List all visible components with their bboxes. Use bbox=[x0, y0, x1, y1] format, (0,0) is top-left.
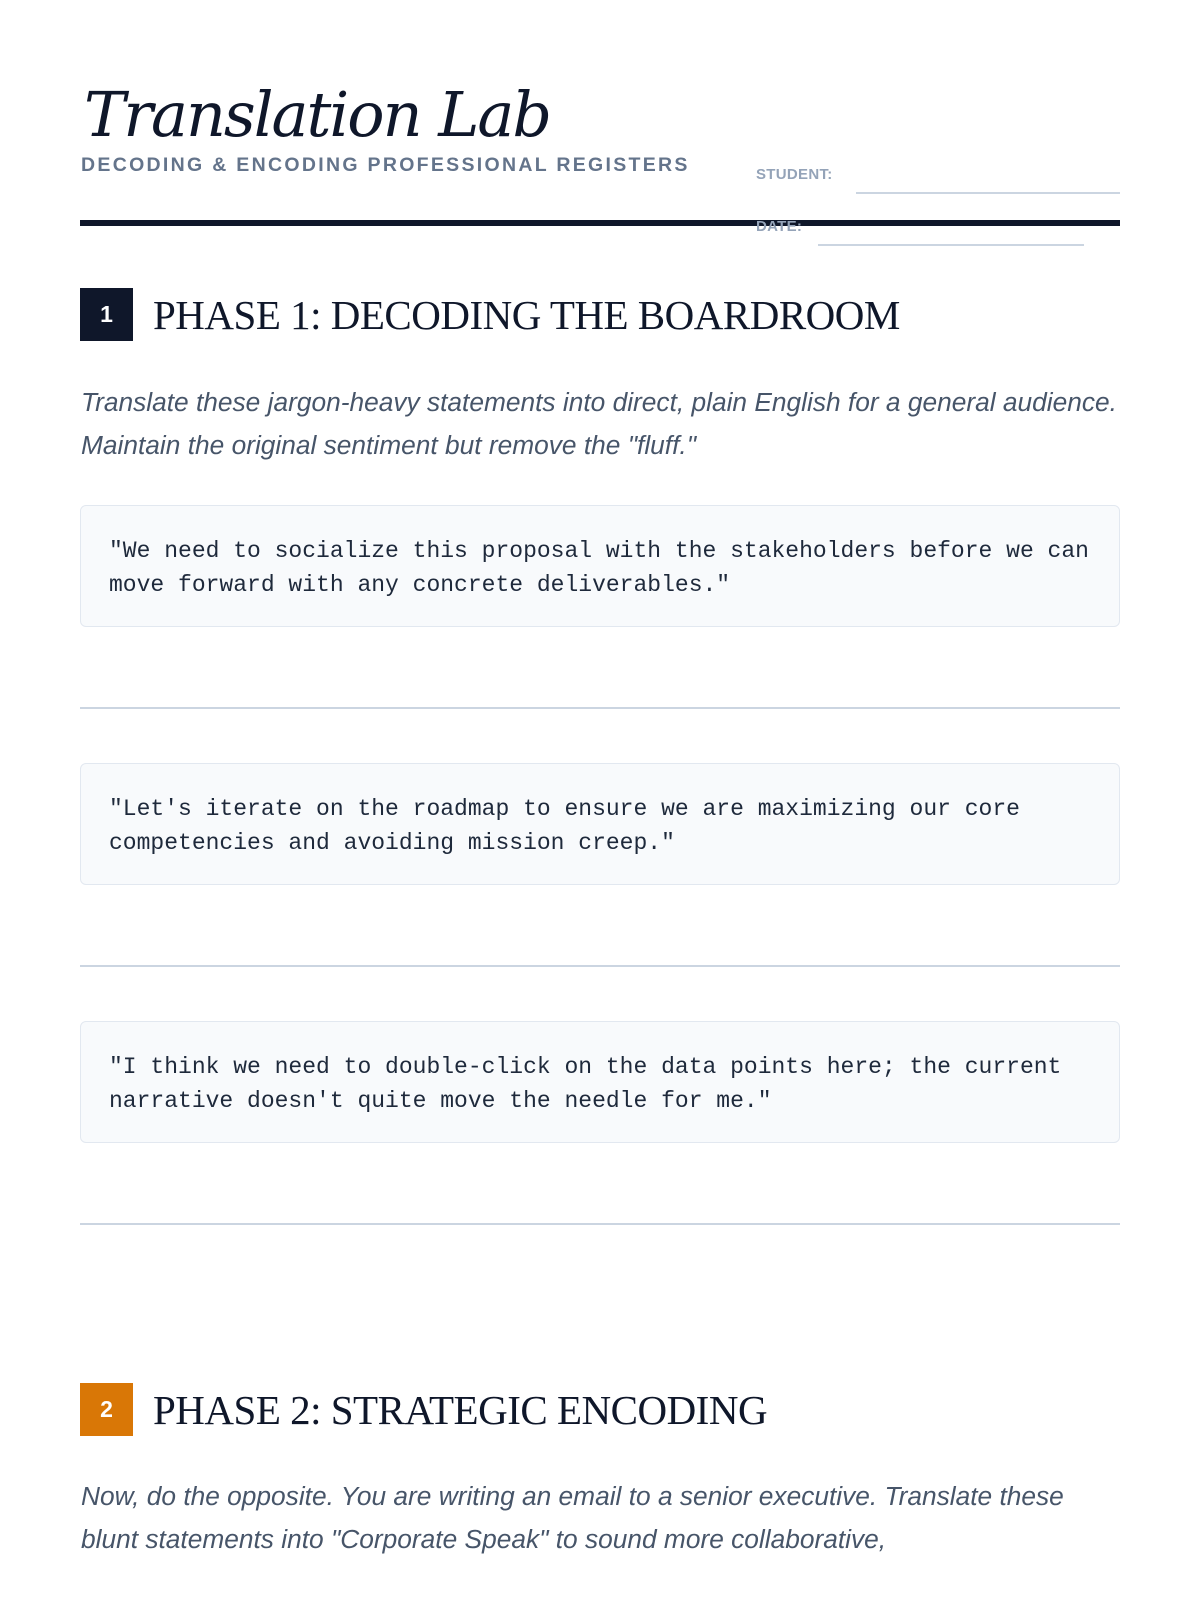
phase-2-heading bbox=[80, 1383, 1120, 1437]
phase-1-heading bbox=[80, 288, 1120, 342]
worksheet-header bbox=[80, 78, 1120, 235]
student-input-line[interactable] bbox=[856, 192, 1120, 194]
phase-1-title: PHASE 1: DECODING THE BOARDROOM bbox=[153, 292, 900, 338]
page-subtitle: DECODING & ENCODING PROFESSIONAL REGISTERS bbox=[81, 154, 690, 176]
phase-2-instructions: Now, do the opposite. You are writing an email to a senior executive. Translate these blunt statements into "Corporate Speak" to sound more collaborative, bbox=[81, 1481, 1064, 1554]
date-input-line[interactable] bbox=[818, 244, 1084, 246]
phase-2-number-badge: 2 bbox=[80, 1383, 133, 1436]
jargon-quote-box: "Let's iterate on the roadmap to ensure we are maximizing our core competencies and avoiding mission creep." bbox=[80, 763, 1120, 885]
jargon-quote-box: "We need to socialize this proposal with the stakeholders before we can move forward with any concrete deliverables." bbox=[80, 505, 1120, 627]
jargon-quote-box: "I think we need to double-click on the data points here; the current narrative doesn't quite move the needle for me." bbox=[80, 1021, 1120, 1143]
answer-line[interactable] bbox=[80, 707, 1120, 709]
date-label: DATE: bbox=[756, 218, 803, 235]
phase-1-number-badge: 1 bbox=[80, 288, 133, 341]
answer-line[interactable] bbox=[80, 1223, 1120, 1225]
page-title: Translation Lab bbox=[84, 78, 551, 151]
worksheet-page bbox=[80, 0, 1120, 1600]
answer-line[interactable] bbox=[80, 965, 1120, 967]
phase-1-instructions: Translate these jargon-heavy statements into direct, plain English for a general audience. Maintain the original sentiment but remove the "fluff." bbox=[81, 387, 1117, 460]
phase-2-title: PHASE 2: STRATEGIC ENCODING bbox=[153, 1387, 768, 1433]
student-label: STUDENT: bbox=[756, 166, 833, 183]
